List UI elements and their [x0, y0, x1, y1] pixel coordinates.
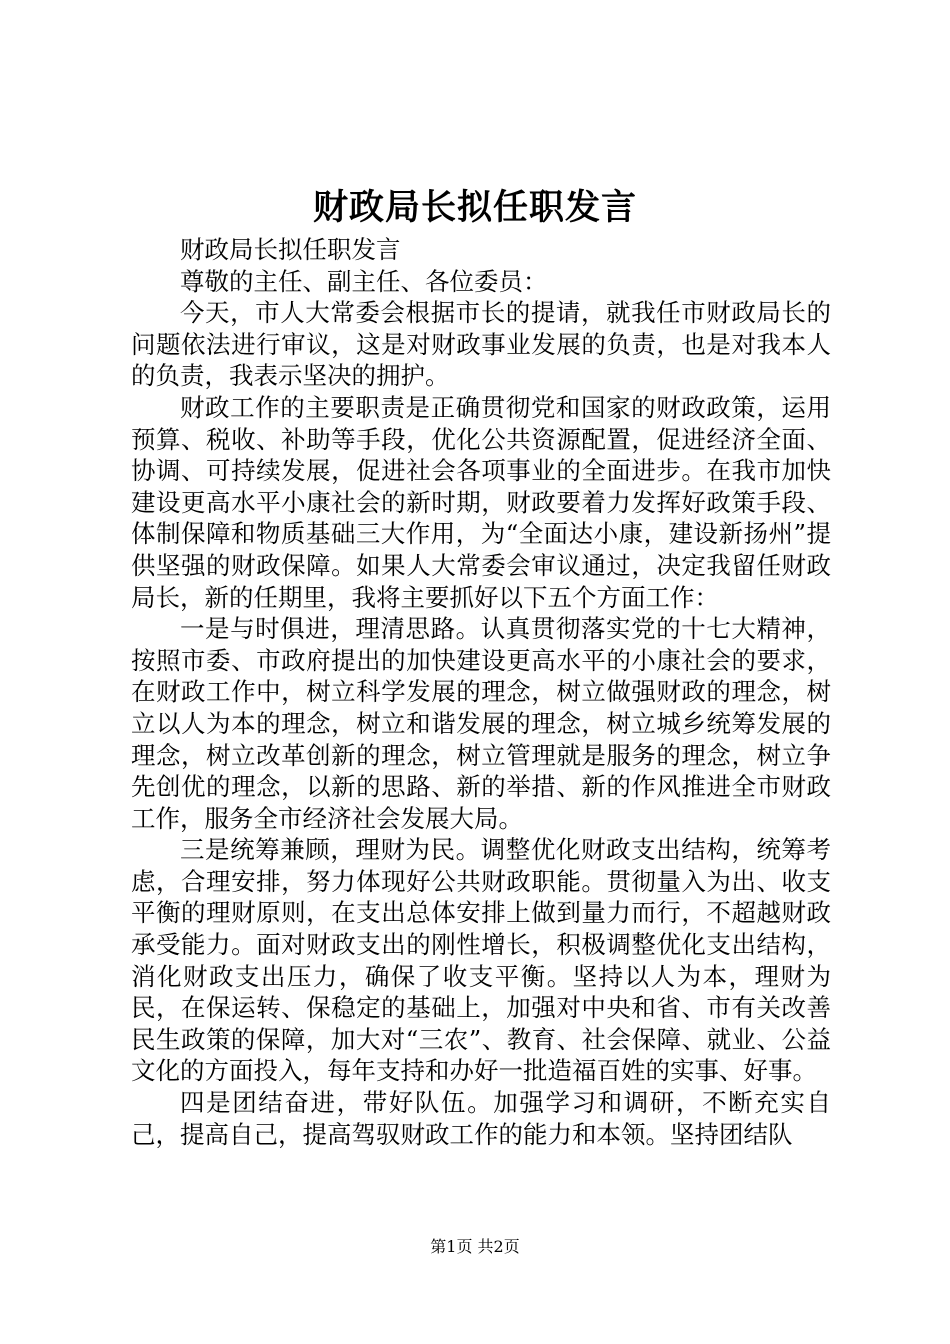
- paragraph-point-three: 三是统筹兼顾，理财为民。调整优化财政支出结构，统筹考虑，合理安排，努力体现好公共财政职能。贯彻量入为出、收支平衡的理财原则，在支出总体安排上做到量力而行，不超越财政承受能力。面对财政支出的刚性增长，积极调整优化支出结构，消化财政支出压力，确保了收支平衡。坚持以人为本，理财为民，在保运转、保稳定的基础上，加强对中央和省、市有关改善民生政策的保障，加大对“三农”、教育、社会保障、就业、公益文化的方面投入，每年支持和办好一批造福百姓的实事、好事。: [131, 835, 831, 1086]
- document-body: [131, 234, 831, 1150]
- page-footer: 第1页 共2页: [430, 1237, 520, 1256]
- paragraph-heading-repeat: 财政局长拟任职发言: [180, 235, 401, 264]
- paragraph-point-four: 四是团结奋进，带好队伍。加强学习和调研，不断充实自己，提高自己，提高驾驭财政工作的能力和本领。坚持团结队: [131, 1088, 831, 1149]
- paragraph-opening: 今天，市人大常委会根据市长的提请，就我任市财政局长的问题依法进行审议，这是对财政事业发展的负责，也是对我本人的负责，我表示坚决的拥护。: [131, 298, 831, 391]
- document-title: 财政局长拟任职发言: [312, 188, 637, 228]
- paragraph-point-one: 一是与时俱进，理清思路。认真贯彻落实党的十七大精神，按照市委、市政府提出的加快建设更高水平的小康社会的要求，在财政工作中，树立科学发展的理念，树立做强财政的理念，树立以人为本的理念，树立和谐发展的理念，树立城乡统筹发展的理念，树立改革创新的理念，树立管理就是服务的理念，树立争先创优的理念，以新的思路、新的举措、新的作风推进全市财政工作，服务全市经济社会发展大局。: [131, 614, 831, 833]
- paragraph-duties: 财政工作的主要职责是正确贯彻党和国家的财政政策，运用预算、税收、补助等手段，优化公共资源配置，促进经济全面、协调、可持续发展，促进社会各项事业的全面进步。在我市加快建设更高水平小康社会的新时期，财政要着力发挥好政策手段、体制保障和物质基础三大作用，为“全面达小康，建设新扬州”提供坚强的财政保障。如果人大常委会审议通过，决定我留任财政局长，新的任期里，我将主要抓好以下五个方面工作：: [131, 392, 831, 612]
- paragraph-salutation: 尊敬的主任、副主任、各位委员：: [180, 266, 548, 296]
